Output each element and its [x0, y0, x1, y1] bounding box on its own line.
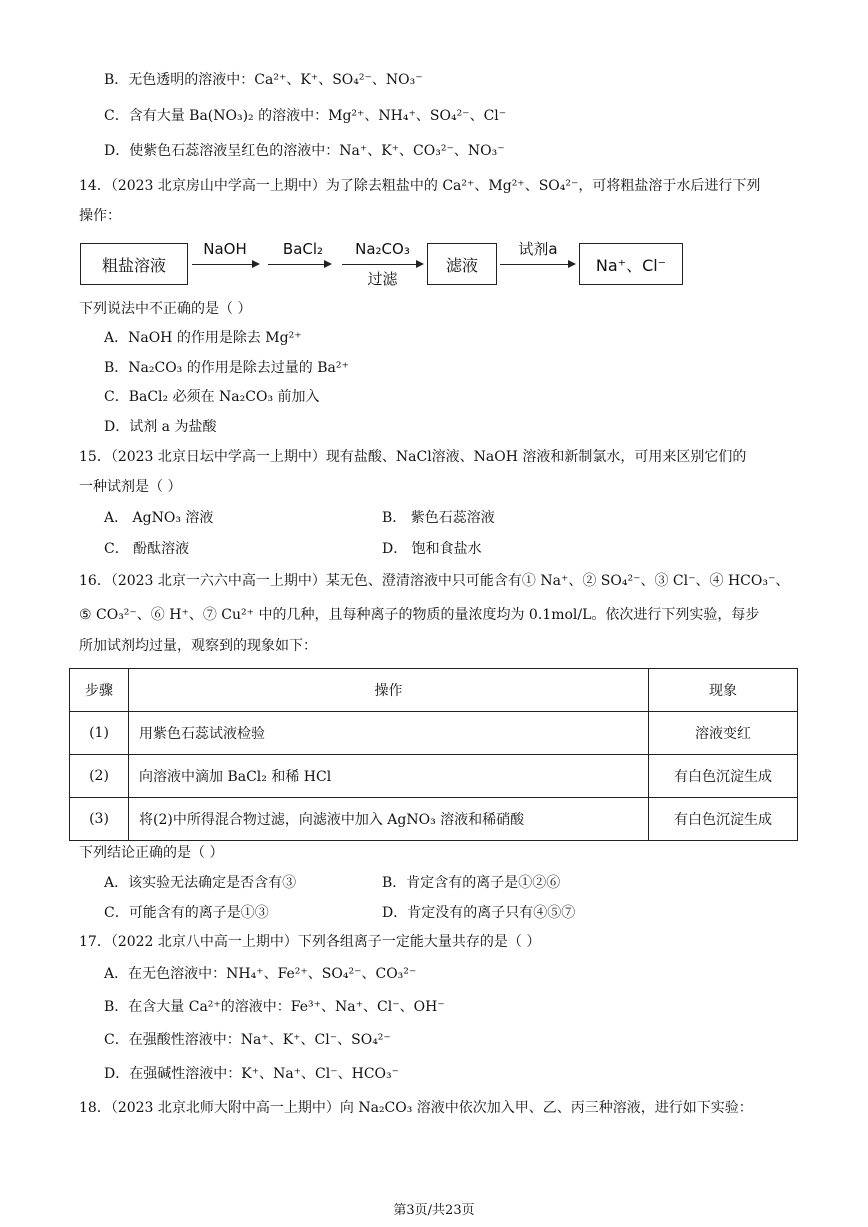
q16-stem-line1: 16．（2023 北京一六六中高一上期中）某无色、澄清溶液中只可能含有① Na⁺、② SO₄²⁻、③ Cl⁻、④ HCO₃⁻、 — [79, 573, 790, 589]
table-cell-step: (3) — [70, 798, 129, 841]
q13-option-d: D．使紫色石蕊溶液呈红色的溶液中：Na⁺、K⁺、CO₃²⁻、NO₃⁻ — [104, 143, 505, 159]
q15-option-b: B． 紫色石蕊溶液 — [382, 510, 495, 526]
flow-box-crude-salt: 粗盐溶液 — [80, 243, 188, 285]
q17-option-a: A．在无色溶液中：NH₄⁺、Fe²⁺、SO₄²⁻、CO₃²⁻ — [104, 966, 417, 982]
q16-option-d: D．肯定没有的离子只有④⑤⑦ — [382, 905, 576, 921]
q14-stem-line2: 操作： — [79, 208, 121, 224]
q15-option-c: C． 酚酞溶液 — [104, 541, 190, 557]
table-cell-phenomenon: 溶液变红 — [649, 712, 798, 755]
q14-stem-line1: 14．（2023 北京房山中学高一上期中）为了除去粗盐中的 Ca²⁺、Mg²⁺、SO₄²⁻，可将粗盐溶于水后进行下列 — [79, 178, 761, 194]
q14-option-a: A．NaOH 的作用是除去 Mg²⁺ — [104, 330, 302, 346]
q16-question: 下列结论正确的是（ ） — [79, 845, 224, 861]
flow-label-filter: 过滤 — [367, 270, 398, 288]
flow-label-naoh: NaOH — [203, 240, 247, 258]
q16-stem-line3: 所加试剂均过量，观察到的现象如下： — [79, 638, 317, 654]
q18-stem: 18．（2023 北京北师大附中高一上期中）向 Na₂CO₃ 溶液中依次加入甲、乙、丙三种溶液，进行如下实验： — [79, 1100, 753, 1116]
q14-option-d: D．试剂 a 为盐酸 — [104, 419, 217, 435]
table-header-row — [70, 669, 798, 712]
table-row — [70, 712, 798, 755]
table-cell-operation: 向溶液中滴加 BaCl₂ 和稀 HCl — [129, 755, 649, 798]
q17-stem: 17．（2022 北京八中高一上期中）下列各组离子一定能大量共存的是（ ） — [79, 934, 541, 950]
q13-option-b: B．无色透明的溶液中：Ca²⁺、K⁺、SO₄²⁻、NO₃⁻ — [104, 72, 423, 88]
flow-box-nacl: Na⁺、Cl⁻ — [579, 243, 683, 285]
table-cell-operation: 用紫色石蕊试液检验 — [129, 712, 649, 755]
table-cell-phenomenon: 有白色沉淀生成 — [649, 755, 798, 798]
table-row — [70, 755, 798, 798]
flow-arrow-3 — [342, 264, 422, 265]
q16-option-c: C．可能含有的离子是①③ — [104, 905, 269, 921]
q13-option-c: C．含有大量 Ba(NO₃)₂ 的溶液中：Mg²⁺、NH₄⁺、SO₄²⁻、Cl⁻ — [104, 108, 507, 124]
table-cell-step: (2) — [70, 755, 129, 798]
q17-option-b: B．在含大量 Ca²⁺的溶液中：Fe³⁺、Na⁺、Cl⁻、OH⁻ — [104, 999, 445, 1015]
flow-box-filtrate: 滤液 — [427, 243, 497, 285]
table-row — [70, 798, 798, 841]
table-header-step: 步骤 — [70, 669, 129, 712]
flow-label-na2co3: Na₂CO₃ — [355, 240, 410, 258]
table-header-operation: 操作 — [129, 669, 649, 712]
table-cell-operation: 将(2)中所得混合物过滤，向滤液中加入 AgNO₃ 溶液和稀硝酸 — [129, 798, 649, 841]
q15-stem-line1: 15．（2023 北京日坛中学高一上期中）现有盐酸、NaCl溶液、NaOH 溶液和新制氯水，可用来区别它们的 — [79, 449, 747, 465]
q16-experiment-table — [69, 668, 798, 841]
q16-stem-line2: ⑤ CO₃²⁻、⑥ H⁺、⑦ Cu²⁺ 中的几种，且每种离子的物质的量浓度均为 0.1mol/L。依次进行下列实验，每步 — [79, 607, 760, 623]
table-cell-phenomenon: 有白色沉淀生成 — [649, 798, 798, 841]
q16-option-a: A．该实验无法确定是否含有③ — [104, 875, 297, 891]
flow-arrow-2 — [268, 264, 330, 265]
flow-label-bacl2: BaCl₂ — [282, 240, 324, 258]
table-cell-step: (1) — [70, 712, 129, 755]
q16-option-b: B．肯定含有的离子是①②⑥ — [382, 875, 561, 891]
q17-option-d: D．在强碱性溶液中：K⁺、Na⁺、Cl⁻、HCO₃⁻ — [104, 1066, 400, 1082]
q14-option-c: C．BaCl₂ 必须在 Na₂CO₃ 前加入 — [104, 389, 320, 405]
q15-option-a: A． AgNO₃ 溶液 — [104, 510, 214, 526]
q14-question: 下列说法中不正确的是（ ） — [79, 301, 252, 317]
q15-stem-line2: 一种试剂是（ ） — [79, 479, 182, 495]
q15-option-d: D． 饱和食盐水 — [382, 541, 482, 557]
table-header-phenomenon: 现象 — [649, 669, 798, 712]
q17-option-c: C．在强酸性溶液中：Na⁺、K⁺、Cl⁻、SO₄²⁻ — [104, 1032, 391, 1048]
flow-label-reagent-a: 试剂a — [518, 240, 558, 258]
flow-arrow-1 — [192, 264, 258, 265]
q14-option-b: B．Na₂CO₃ 的作用是除去过量的 Ba²⁺ — [104, 360, 349, 376]
flow-arrow-4 — [500, 264, 574, 265]
page-footer: 第3页/共23页 — [393, 1203, 475, 1218]
